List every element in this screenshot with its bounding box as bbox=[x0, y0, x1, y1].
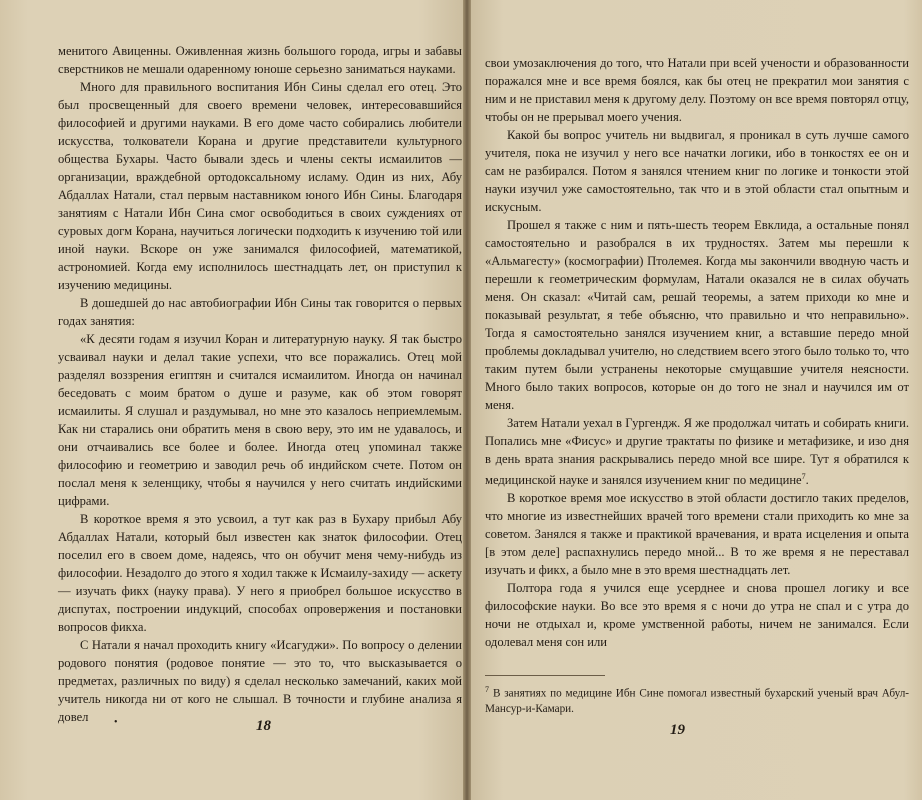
paragraph: Полтора года я учился еще усерднее и снова прошел логику и все философские науки. Во все это время я с ночи до утра не спал и с утра до ночи не отдыхал и, кроме умственной работы, ничем не занимался. Если одолевал меня сон или bbox=[485, 581, 909, 650]
right-page bbox=[467, 0, 922, 800]
page-number: 19 bbox=[670, 722, 685, 738]
footnote-reference[interactable]: 7 bbox=[801, 472, 806, 481]
paragraph: Прошел я также с ним и пять-шесть теорем Евклида, а остальные понял самостоятельно и разобрался в их трудностях. Затем мы перешли к «Альмагесту» (космографии) Птолемея. Когда мы закончили вводную часть и перешли к геометрическим формулам, Натали оказался не в силах обучать меня. Он сказал: «Читай сам, решай теоремы, а затем приходи ко мне и показывай результат, я тебе объясню, что правильно и что неправильно». Тогда я самостоятельно занялся изучением книг, а вставшие передо мной проблемы докладывал учителю, но следствием всего этого было только то, что таким путем были устранены некоторые смущавшие учителя неясности. Много было таких вопросов, которые он до того не знал и научился им от меня. bbox=[485, 218, 909, 412]
paragraph: В дошедшей до нас автобиографии Ибн Сины так говорится о первых годах занятия: bbox=[58, 296, 462, 328]
paragraph: Какой бы вопрос учитель ни выдвигал, я проникал в суть лучше самого учителя, пока не изучил у него все начатки логики, ибо в тонкостях ее он и сам не разбирался. Потом я занялся чтением книг по логике и тонкости этой науки изучил уже самостоятельно, так что и в этой области стал опытным и искусным. bbox=[485, 128, 909, 214]
footnote bbox=[485, 682, 909, 718]
paragraph-text: Затем Натали уехал в Гургендж. Я же продолжал читать и собирать книги. Попались мне «Фисус» и другие трактаты по физике и метафизике, и изо дня в день врата знания раскрывались передо мной все шире. Тут я обратился к медицинской науке и занялся изучением книг по медицине bbox=[485, 416, 909, 488]
quote-paragraph: «К десяти годам я изучил Коран и литературную науку. Я так быстро усваивал науки и делал такие успехи, что все поражались. Отец мой разделял воззрения египтян и считался исмаилитом. Иногда он начинал беседовать с моим братом о душе и разуме, как об этом говорят исмаилиты. Я слушал и раздумывал, но мне это казалось неприемлемым. Как ни старались они обратить меня в свою веру, это им не удавалось, и они отчаивались все более и более. Иногда отец упоминал также философию и геометрию и заводил речь об индийском счете. Потом он послал меня к зеленщику, чтобы я научился у него считать индийскими цифрами. bbox=[58, 332, 462, 508]
right-page-body bbox=[485, 54, 909, 651]
quote-paragraph: С Натали я начал проходить книгу «Исагуджи». По вопросу о делении родового понятия (родовое понятие — это то, что высказывается о предметах, различных по виду) я сделал несколько замечаний, каких мой учитель никогда ни от кого не слышал. В точности и глубине анализа я довел bbox=[58, 638, 462, 724]
footnote-marker: 7 bbox=[485, 685, 489, 694]
left-page-body bbox=[58, 42, 462, 726]
paragraph: В короткое время мое искусство в этой области достигло таких пределов, что многие из известнейших врачей того времени стали приходить ко мне за советом. Занялся я также и практикой врачевания, и врата исцеления и опыта [в этом деле] распахнулись передо мной... В то же время я не переставал изучать и фикх, а было мне в это время шестнадцать лет. bbox=[485, 491, 909, 578]
paragraph: менитого Авиценны. Оживленная жизнь большого города, игры и забавы сверстников не мешали одаренному юноше серьезно заниматься науками. bbox=[58, 44, 462, 76]
page-number: 18 bbox=[256, 718, 271, 734]
book-gutter bbox=[463, 0, 471, 800]
footnote-text: В занятиях по медицине Ибн Сине помогал известный бухарский ученый врач Абул-Мансур-и-Камари. bbox=[485, 687, 909, 716]
paragraph: Затем Натали уехал в Гургендж. Я же продолжал читать и собирать книги. Попались мне «Фисус» и другие трактаты по физике и метафизике, и изо дня в день врата знания раскрывались передо мной все шире. Тут я обратился к медицинской науке и занялся изучением книг по медицине$^7$. bbox=[485, 416, 909, 488]
paragraph: Много для правильного воспитания Ибн Сины сделал его отец. Это был просвещенный для своего времени человек, интересовавшийся философией и другими науками. В его доме часто собирались любители искусства, толкователи Корана и другие представители культурного общества Бухары. Часто бывали здесь и члены секты исмаилитов — организации, враждебной ортодоксальному исламу. Один из них, Абу Абдаллах Натали, стал первым наставником юного Ибн Сины. Благодаря занятиям с Натали Ибн Сина смог освободиться в своих суждениях от суровых догм Корана, научиться логически подходить к изучению той или иной науки. Вскоре он уже занимался философией, математикой, астрономией. Когда ему исполнилось шестнадцать лет, он приступил к изучению медицины. bbox=[58, 80, 462, 292]
quote-paragraph: В короткое время я это усвоил, а тут как раз в Бухару прибыл Абу Абдаллах Натали, который был известен как знаток философии. Отец поселил его в своем доме, надеясь, что он обучит меня чему-нибудь из философии. Незадолго до этого я ходил также к Исмаилу-захиду — аскету — изучать фикх (науку права). У него я приобрел большое искусство в диспутах, построении индукций, способах опровержения и постановки вопросов фикха. bbox=[58, 512, 462, 634]
footnote-divider bbox=[485, 675, 605, 676]
print-mark: • bbox=[114, 717, 118, 728]
paragraph: свои умозаключения до того, что Натали при всей учености и образованности поражался мне и все время боялся, как бы отец не прекратил мои занятия с ним и не приставил меня к другому делу. Поэтому он все время повторял отцу, чтобы он не прерывал моего учения. bbox=[485, 56, 909, 124]
